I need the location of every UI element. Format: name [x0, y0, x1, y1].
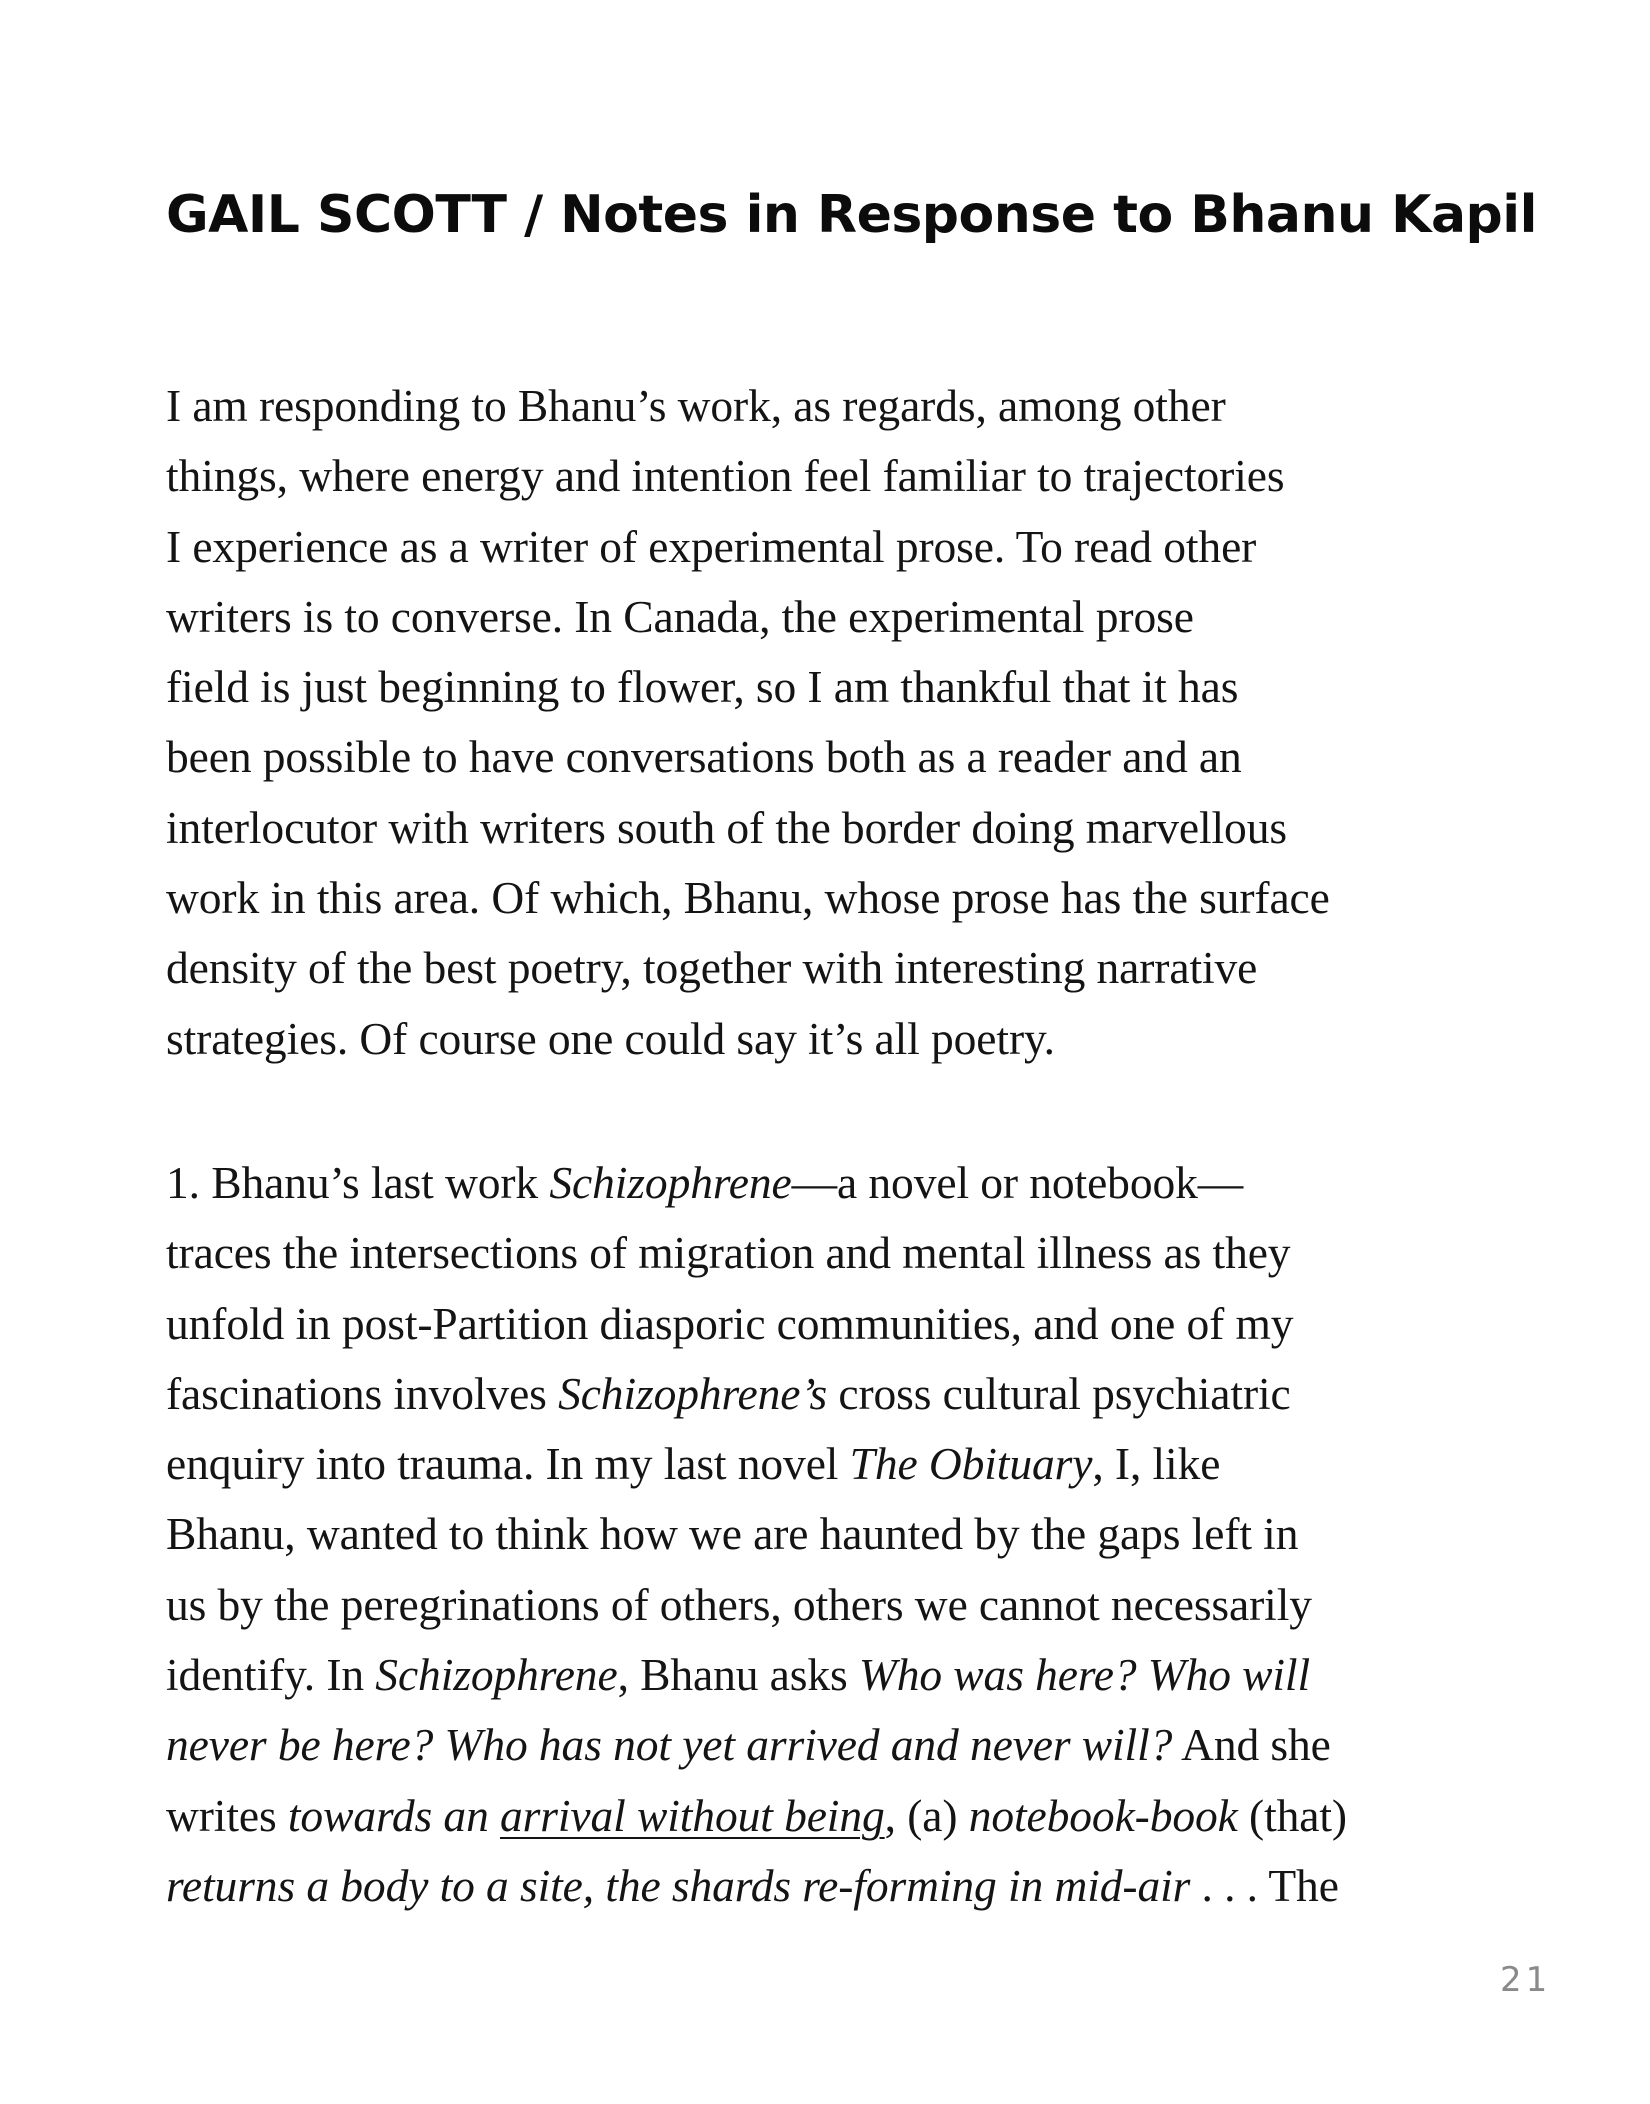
book-title-italic: Schizophrene — [549, 1157, 792, 1208]
text-line — [166, 863, 1496, 933]
text-run: cross cultural psychiatric — [827, 1367, 1291, 1419]
book-title-italic: Schizophrene’s — [558, 1367, 828, 1419]
text-run: . . . The — [1190, 1859, 1339, 1911]
text-line — [166, 1429, 1496, 1499]
text-run: field is just beginning to flower, so I am thankful that it has — [166, 661, 1239, 713]
text-line — [166, 371, 1496, 441]
text-line — [166, 1851, 1496, 1921]
text-line — [166, 1359, 1496, 1429]
quotation-italic: never be here? Who has not yet arrived and never will? — [166, 1719, 1173, 1771]
text-run: interlocutor with writers south of the border doing marvellous — [166, 801, 1287, 853]
text-line — [166, 441, 1496, 511]
text-run: Bhanu, wanted to think how we are haunted by the gaps left in — [166, 1508, 1299, 1560]
paragraph-note-1 — [166, 1148, 1496, 1921]
text-line — [166, 1499, 1496, 1569]
text-run: writers is to converse. In Canada, the experimental prose — [166, 590, 1194, 642]
book-title-italic: The Obituary — [849, 1438, 1093, 1490]
text-run: (that) — [1237, 1789, 1347, 1841]
text-run: things, where energy and intention feel familiar to trajectories — [166, 450, 1285, 502]
text-run: fascinations involves — [166, 1367, 559, 1419]
text-run: us by the peregrinations of others, others we cannot necessarily — [166, 1578, 1312, 1630]
text-line — [166, 1004, 1496, 1074]
text-run: been possible to have conversations both as a reader and an — [166, 731, 1242, 783]
text-run: strategies. Of course one could say it’s all poetry. — [166, 1012, 1055, 1064]
text-run: I experience as a writer of experimental prose. To read other — [166, 520, 1257, 572]
text-run: I am responding to Bhanu’s work, as regards, among other — [166, 380, 1226, 431]
text-run: density of the best poetry, together with interesting narrative — [166, 942, 1258, 994]
text-run: , I, like — [1092, 1438, 1221, 1490]
text-line — [166, 582, 1496, 652]
book-title-italic: Schizophrene — [375, 1649, 618, 1701]
paragraph-intro — [166, 371, 1496, 1074]
quotation-italic: towards an — [287, 1789, 500, 1841]
text-line — [166, 1148, 1496, 1218]
page-title: GAIL SCOTT / Notes in Response to Bhanu Kapil — [166, 185, 1537, 245]
quotation-italic: returns a body to a site, the shards re-forming in mid-air — [166, 1859, 1191, 1911]
text-run: unfold in post-Partition diasporic communities, and one of my — [166, 1297, 1294, 1349]
text-run: —a novel or notebook— — [791, 1157, 1244, 1208]
text-run: , (a) — [884, 1789, 969, 1841]
page-number: 21 — [1500, 1960, 1552, 2000]
text-run: work in this area. Of which, Bhanu, whose prose has the surface — [166, 872, 1330, 924]
text-line — [166, 793, 1496, 863]
text-run: traces the intersections of migration and mental illness as they — [166, 1227, 1291, 1279]
quotation-italic: notebook-book — [968, 1789, 1238, 1841]
text-line — [166, 722, 1496, 792]
text-line — [166, 1289, 1496, 1359]
text-run: And she — [1172, 1719, 1331, 1771]
text-line — [166, 1218, 1496, 1288]
quotation-italic: Who was here? Who will — [858, 1649, 1311, 1701]
text-line — [166, 1640, 1496, 1710]
text-line — [166, 652, 1496, 722]
text-line — [166, 1781, 1496, 1851]
text-line — [166, 1570, 1496, 1640]
text-run: writes — [166, 1789, 288, 1841]
text-run: , Bhanu asks — [617, 1649, 859, 1701]
text-run: 1. Bhanu’s last work — [166, 1157, 550, 1208]
text-line — [166, 512, 1496, 582]
text-run: identify. In — [166, 1649, 376, 1701]
text-run: enquiry into trauma. In my last novel — [166, 1438, 850, 1490]
text-line — [166, 1710, 1496, 1780]
text-line — [166, 933, 1496, 1003]
underlined-quotation: arrival without being — [500, 1789, 885, 1841]
